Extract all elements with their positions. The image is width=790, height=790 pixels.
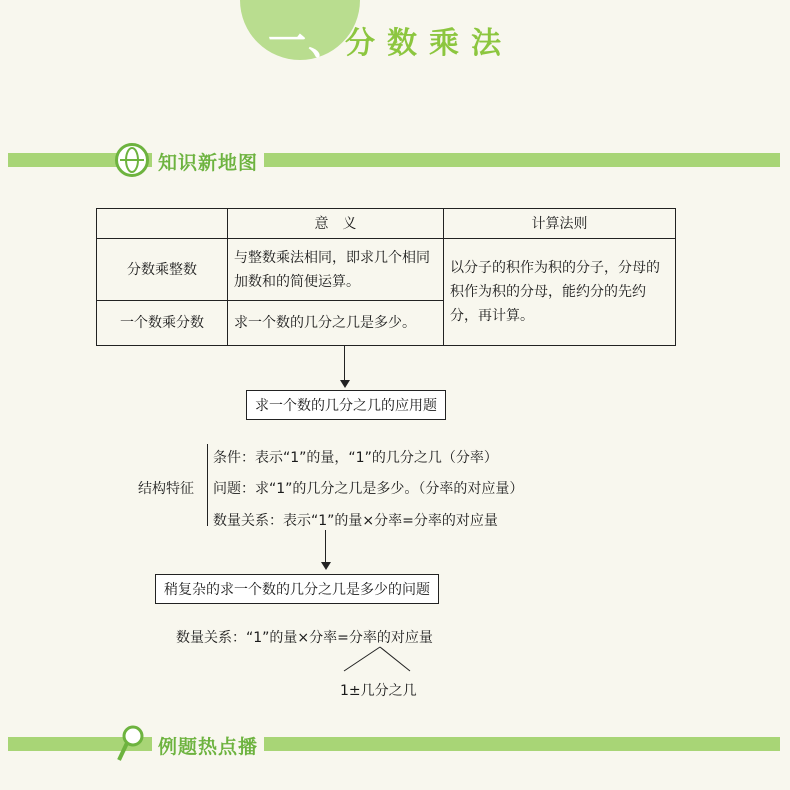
branch-lines (330, 645, 430, 675)
table-rule-cell: 以分子的积作为积的分子，分母的积作为积的分母，能约分的先约分，再计算。 (444, 239, 676, 346)
globe-icon (115, 143, 149, 177)
section-title-knowledge-map: 知识新地图 (152, 148, 264, 175)
structure-question: 问题：求“1”的几分之几是多少。（分率的对应量） (213, 481, 524, 497)
structure-relation: 数量关系：表示“1”的量×分率=分率的对应量 (213, 513, 498, 529)
table-header-meaning: 意 义 (228, 209, 444, 239)
table-row-meaning: 与整数乘法相同，即求几个相同加数和的简便运算。 (228, 239, 444, 301)
arrow-down-icon (321, 562, 331, 570)
structure-label: 结构特征 (138, 481, 194, 497)
chapter-title: 分数乘法 (345, 26, 513, 61)
table-row-meaning: 求一个数的几分之几是多少。 (228, 301, 444, 346)
knowledge-table (96, 208, 676, 346)
structure-condition: 条件：表示“1”的量，“1”的几分之几（分率） (213, 450, 498, 466)
table-header-rule: 计算法则 (444, 209, 676, 239)
table-corner-cell (97, 209, 228, 239)
arrow-down-icon (340, 380, 350, 388)
quantity-relation: 数量关系：“1”的量×分率=分率的对应量 (176, 630, 433, 646)
microphone-icon (115, 724, 145, 764)
structure-bracket (207, 444, 208, 526)
applied-problem-box: 求一个数的几分之几的应用题 (246, 390, 446, 420)
complex-problem-box: 稍复杂的求一个数的几分之几是多少的问题 (155, 574, 439, 604)
connector-line (344, 345, 345, 383)
section-title-examples: 例题热点播 (152, 732, 264, 759)
branch-label: 1±几分之几 (340, 683, 417, 699)
connector-line (325, 530, 326, 564)
chapter-number: 一、 (268, 19, 349, 63)
table-row-name: 一个数乘分数 (97, 301, 228, 346)
table-row-name: 分数乘整数 (97, 239, 228, 301)
